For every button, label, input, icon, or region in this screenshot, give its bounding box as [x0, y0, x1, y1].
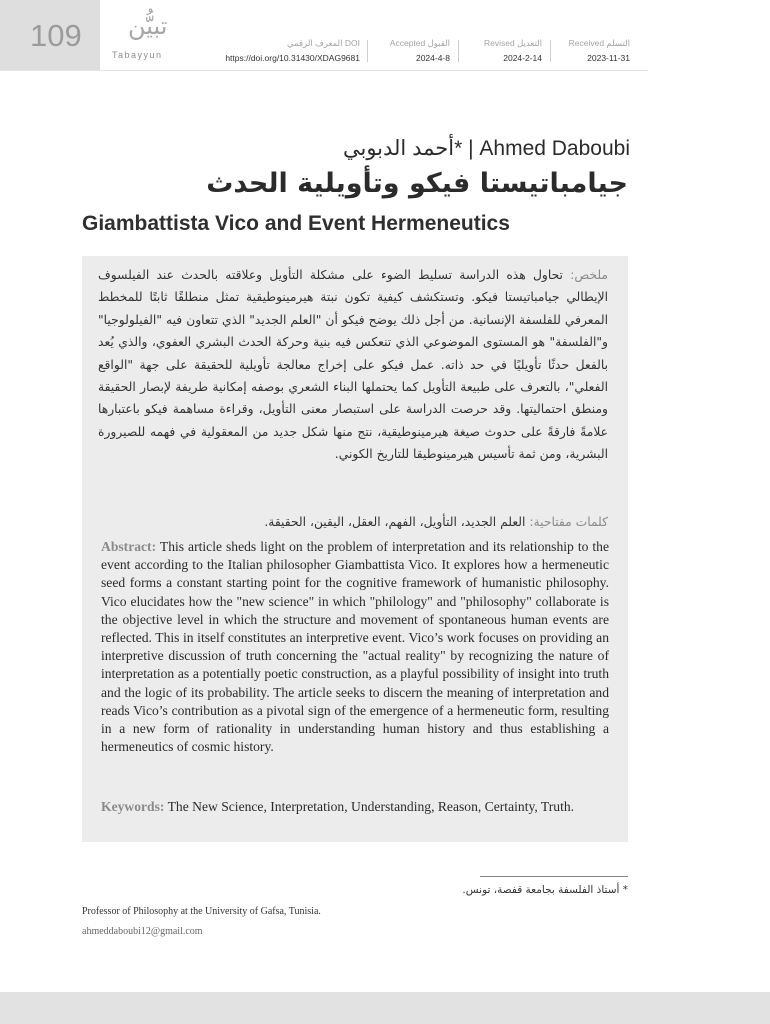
page-number: 109 [30, 18, 82, 53]
meta-accepted-value: 2024-4-8 [415, 53, 450, 63]
arabic-keywords-text: العلم الجديد، التأويل، الفهم، العقل، اليقين، الحقيقة. [264, 515, 526, 529]
meta-revised-value: 2024-2-14 [503, 53, 542, 63]
meta-accepted-label: Accepted القبول [389, 38, 450, 48]
english-keywords-text: The New Science, Interpretation, Understanding, Reason, Certainty, Truth. [167, 799, 575, 814]
logo-arabic: تبيُّن [128, 12, 168, 40]
english-keywords-label: Keywords: [101, 799, 165, 814]
footnote-arabic: * أستاذ الفلسفة بجامعة قفصة، تونس. [462, 884, 628, 896]
author-email[interactable]: ahmeddaboubi12@gmail.com [82, 926, 203, 937]
title-english: Giambattista Vico and Event Hermeneutics [82, 212, 510, 235]
english-keywords [101, 798, 609, 816]
arabic-abstract [98, 264, 608, 466]
journal-logo [108, 12, 204, 64]
abstract-box [82, 256, 628, 842]
page-number-box [0, 0, 100, 70]
meta-divider [458, 40, 459, 62]
english-abstract-label: Abstract: [101, 539, 157, 554]
footnote-english: Professor of Philosophy at the University of Gafsa, Tunisia. [82, 906, 321, 917]
author-line: أحمد الدبوبي* | Ahmed Daboubi [342, 137, 630, 160]
meta-received-value: 2023-11-31 [587, 53, 630, 63]
meta-divider [550, 40, 551, 62]
meta-received [556, 38, 630, 64]
journal-header [0, 0, 648, 71]
title-arabic: جيامباتيستا فيكو وتأويلية الحدث [206, 168, 628, 199]
logo-latin: Tabayyun [112, 50, 163, 60]
meta-revised [466, 38, 542, 64]
arabic-keywords [98, 512, 608, 532]
meta-received-label: Received التسلم [568, 38, 630, 48]
meta-accepted [374, 38, 450, 64]
bottom-band [0, 992, 770, 1024]
meta-doi [222, 38, 360, 64]
meta-doi-label: المعرف الرقمي DOI [286, 38, 360, 48]
english-abstract-text: This article sheds light on the problem of interpretation and its relationship to the event according to the Italian philosopher Giambattista Vico. It explores how a hermeneutic seed forms a constant starting point for the cognitive framework of humanistic philosophy. Vico elucidates how the "new science" in which "philology" and "philosophy" collaborate is the objective level in which the structure and movement of spontaneous human events are reflected. This in itself constitutes an interpretive event. Vico’s work focuses on providing an interpretive discussion of truth concerning the "actual reality" by recognizing the nature of interpretation as a potentially poetic construction, as a playful possibility of insight into truth and the logic of its probability. The article seeks to discern the meaning of interpretation and reads Vico’s contribution as a pivotal sign of the emergence of a hermeneutic form, resulting in a new form of rationality in understanding human history and thus establishing a hermeneutics of cosmic history. [101, 539, 610, 755]
english-abstract [101, 538, 609, 756]
meta-revised-label: Revised التعديل [484, 38, 542, 48]
meta-doi-value[interactable]: https://doi.org/10.31430/XDAG9681 [225, 53, 360, 63]
arabic-abstract-label: ملخص: [570, 268, 608, 282]
arabic-keywords-label: كلمات مفتاحية: [529, 515, 608, 529]
meta-divider [367, 40, 368, 62]
arabic-abstract-text: تحاول هذه الدراسة تسليط الضوء على مشكلة التأويل وعلاقته بالحدث عند الفيلسوف الإيطالي جيامباتيستا فيكو. وتستكشف كيفية تكون نبتة هيرمينوطيقية تمثل منطلقًا ثابتًا للمخطط المعرفي للفلسفة الإنسانية. من أجل ذلك يوضح فيكو أن "العلم الجديد" الذي تتعاون فيه "الفيلولوجيا" و"الفلسفة" هو المستوى الموضوعي الذي تنعكس فيه بنية وحركة الحدث البشري العفوي، والذي يُعد بالفعل حدثًا تأويليًا في حد ذاته. عمل فيكو على إخراج معالجة تأويلية للحقيقة على جهة "الواقع الفعلي"، بالتعرف على طبيعة التأويل كما يحتملها البناء الشعري بوصفه إمكانية طريفة لإبصار الحقيقة ومنطق احتماليتها. وقد حرصت الدراسة على استبصار معنى التأويل، وقراءة مساهمة فيكو باعتبارها علامةً فارقةً على حدوث صيغة هيرمينوطيقية، نتج منها شكل جديد من المعقولية في فهمه للصيرورة البشرية، ومن ثمة تأسيس هيرمينوطيقا للتاريخ الكوني. [98, 268, 608, 462]
footnote-rule [480, 876, 628, 877]
